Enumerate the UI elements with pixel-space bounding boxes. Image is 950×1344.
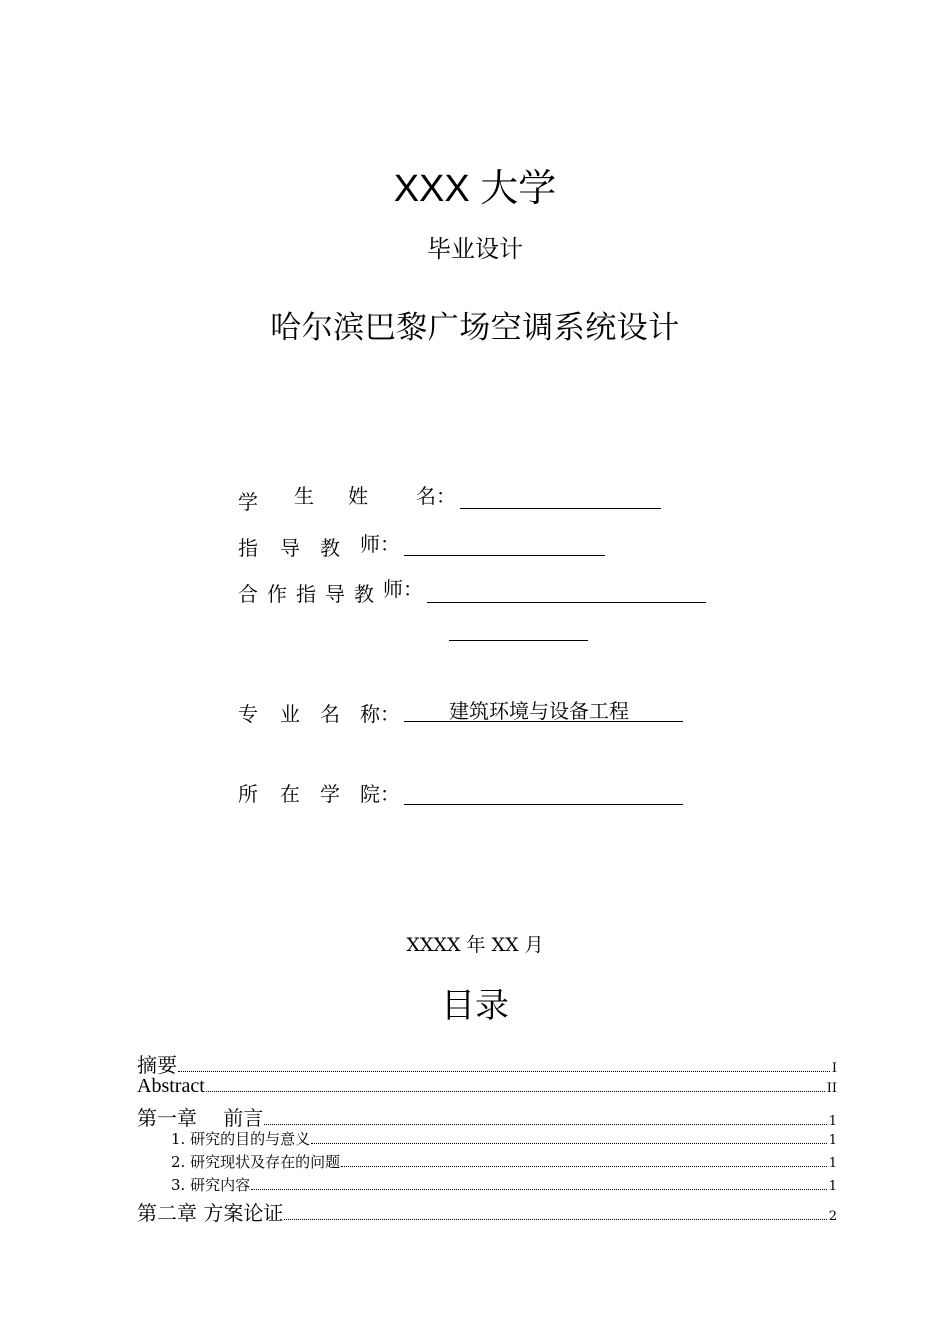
toc-entry-page: 1: [828, 1133, 837, 1148]
major-value: 建筑环境与设备工程: [449, 699, 629, 723]
toc-leader: [341, 1166, 827, 1167]
toc-leader: [178, 1071, 830, 1072]
student-name-label: 学 生 姓 名：: [238, 484, 456, 514]
co-advisor-blank[interactable]: [427, 576, 706, 603]
student-name-blank[interactable]: [460, 482, 661, 509]
toc-entry[interactable]: [171, 1174, 837, 1195]
toc-entry-text: 2. 研究现状及存在的问题: [171, 1153, 341, 1171]
thesis-title: 哈尔滨巴黎广场空调系统设计: [270, 310, 680, 346]
toc-entry[interactable]: [137, 1049, 837, 1078]
major-label: 专 业 名 称：: [238, 702, 400, 726]
toc-entry-text: 摘要: [137, 1053, 177, 1077]
advisor-blank[interactable]: [404, 529, 605, 556]
toc-entry[interactable]: [171, 1128, 837, 1149]
toc-leader: [311, 1143, 827, 1144]
submission-date: XXXX 年 XX 月: [406, 934, 544, 956]
toc-entry-text: 第一章 前言: [137, 1106, 264, 1130]
university-name: XXX 大学: [393, 168, 557, 210]
toc-title: 目录: [441, 986, 509, 1026]
college-blank[interactable]: [404, 778, 683, 805]
toc-entry-page: 1: [828, 1114, 837, 1129]
toc-leader: [206, 1091, 825, 1092]
toc-entry-page: 2: [828, 1209, 837, 1224]
co-advisor-label: 合 作 指 导 教 师：: [238, 577, 423, 606]
toc-leader: [251, 1189, 827, 1190]
toc-entry[interactable]: [137, 1197, 837, 1226]
toc-entry[interactable]: [171, 1151, 837, 1172]
toc-entry-page: I: [831, 1061, 837, 1076]
toc-entry-text: 第二章 方案论证: [137, 1201, 284, 1225]
toc-entry-page: II: [826, 1081, 837, 1096]
co-advisor-blank-2[interactable]: [449, 614, 588, 641]
advisor-label: 指 导 教 师：: [238, 532, 400, 560]
toc-entry[interactable]: [137, 1075, 837, 1098]
toc-entry[interactable]: [137, 1102, 837, 1131]
major-blank[interactable]: [404, 695, 683, 722]
toc-leader: [284, 1219, 826, 1220]
toc-entry-page: 1: [828, 1179, 837, 1194]
toc-entry-text: 3. 研究内容: [171, 1176, 251, 1194]
document-type: 毕业设计: [427, 235, 523, 263]
toc-entry-text: 1. 研究的目的与意义: [171, 1130, 311, 1148]
college-label: 所 在 学 院：: [238, 782, 400, 806]
toc-leader: [264, 1124, 826, 1125]
toc-entry-text: Abstract: [137, 1075, 205, 1097]
toc-entry-page: 1: [828, 1156, 837, 1171]
